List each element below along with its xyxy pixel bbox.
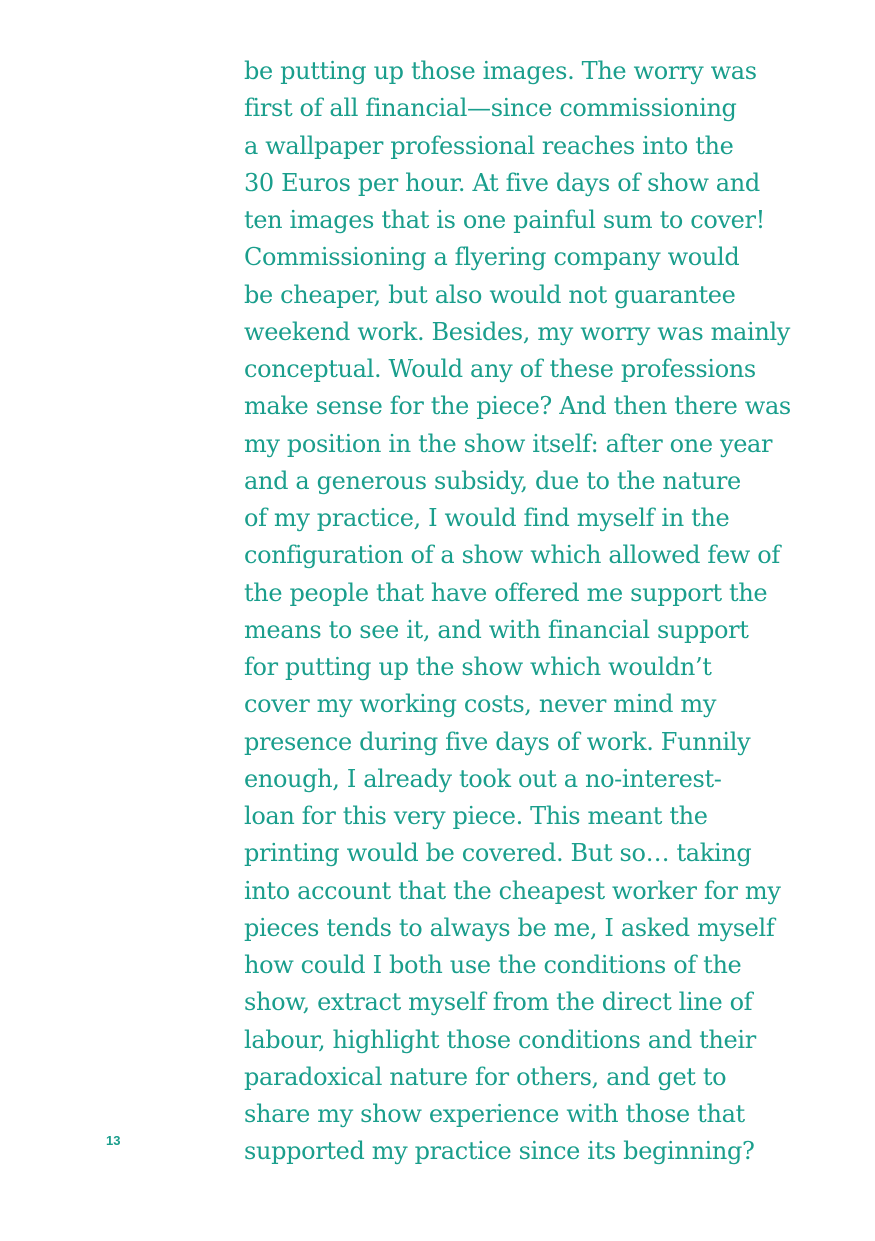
text-line: paradoxical nature for others, and get to: [244, 1062, 727, 1091]
text-line: be putting up those images. The worry was: [244, 57, 757, 85]
text-line: conceptual. Would any of these professions: [244, 355, 756, 383]
text-line: pieces tends to always be me, I asked myself: [244, 913, 775, 942]
text-line: 30 Euros per hour. At five days of show and: [244, 168, 760, 197]
text-line: Commissioning a flyering company would: [244, 243, 740, 272]
text-line: weekend work. Besides, my worry was mainly: [244, 317, 790, 346]
text-line: printing would be covered. But so… taking: [244, 839, 752, 868]
text-line: means to see it, and with financial support: [244, 615, 749, 644]
text-line: make sense for the piece? And then there was: [244, 392, 791, 421]
text-line: a wallpaper professional reaches into the: [244, 131, 734, 160]
page-number: 13: [106, 1133, 121, 1148]
text-line: and a generous subsidy, due to the nature: [244, 466, 741, 495]
text-line: my position in the show itself: after one year: [244, 429, 773, 458]
text-line: for putting up the show which wouldn’t: [244, 653, 712, 681]
text-line: how could I both use the conditions of the: [244, 951, 742, 979]
text-line: presence during five days of work. Funnily: [244, 727, 751, 756]
text-line: the people that have offered me support the: [244, 578, 768, 607]
text-line: ten images that is one painful sum to cover!: [244, 206, 765, 234]
text-line: of my practice, I would find myself in the: [244, 504, 730, 532]
text-line: into account that the cheapest worker for my: [244, 876, 781, 905]
text-line: supported my practice since its beginning?: [244, 1137, 755, 1166]
text-line: be cheaper, but also would not guarantee: [244, 280, 736, 309]
text-line: share my show experience with those that: [244, 1100, 745, 1128]
text-line: cover my working costs, never mind my: [244, 690, 717, 719]
text-line: configuration of a show which allowed few of: [244, 541, 780, 570]
text-line: loan for this very piece. This meant the: [244, 802, 708, 830]
text-line: first of all financial—since commissioning: [244, 94, 737, 123]
text-line: labour, highlight those conditions and their: [244, 1025, 756, 1054]
text-line: enough, I already took out a no-interest-: [244, 764, 722, 793]
body-paragraph: [244, 53, 844, 1171]
text-line: show, extract myself from the direct line of: [244, 988, 753, 1017]
